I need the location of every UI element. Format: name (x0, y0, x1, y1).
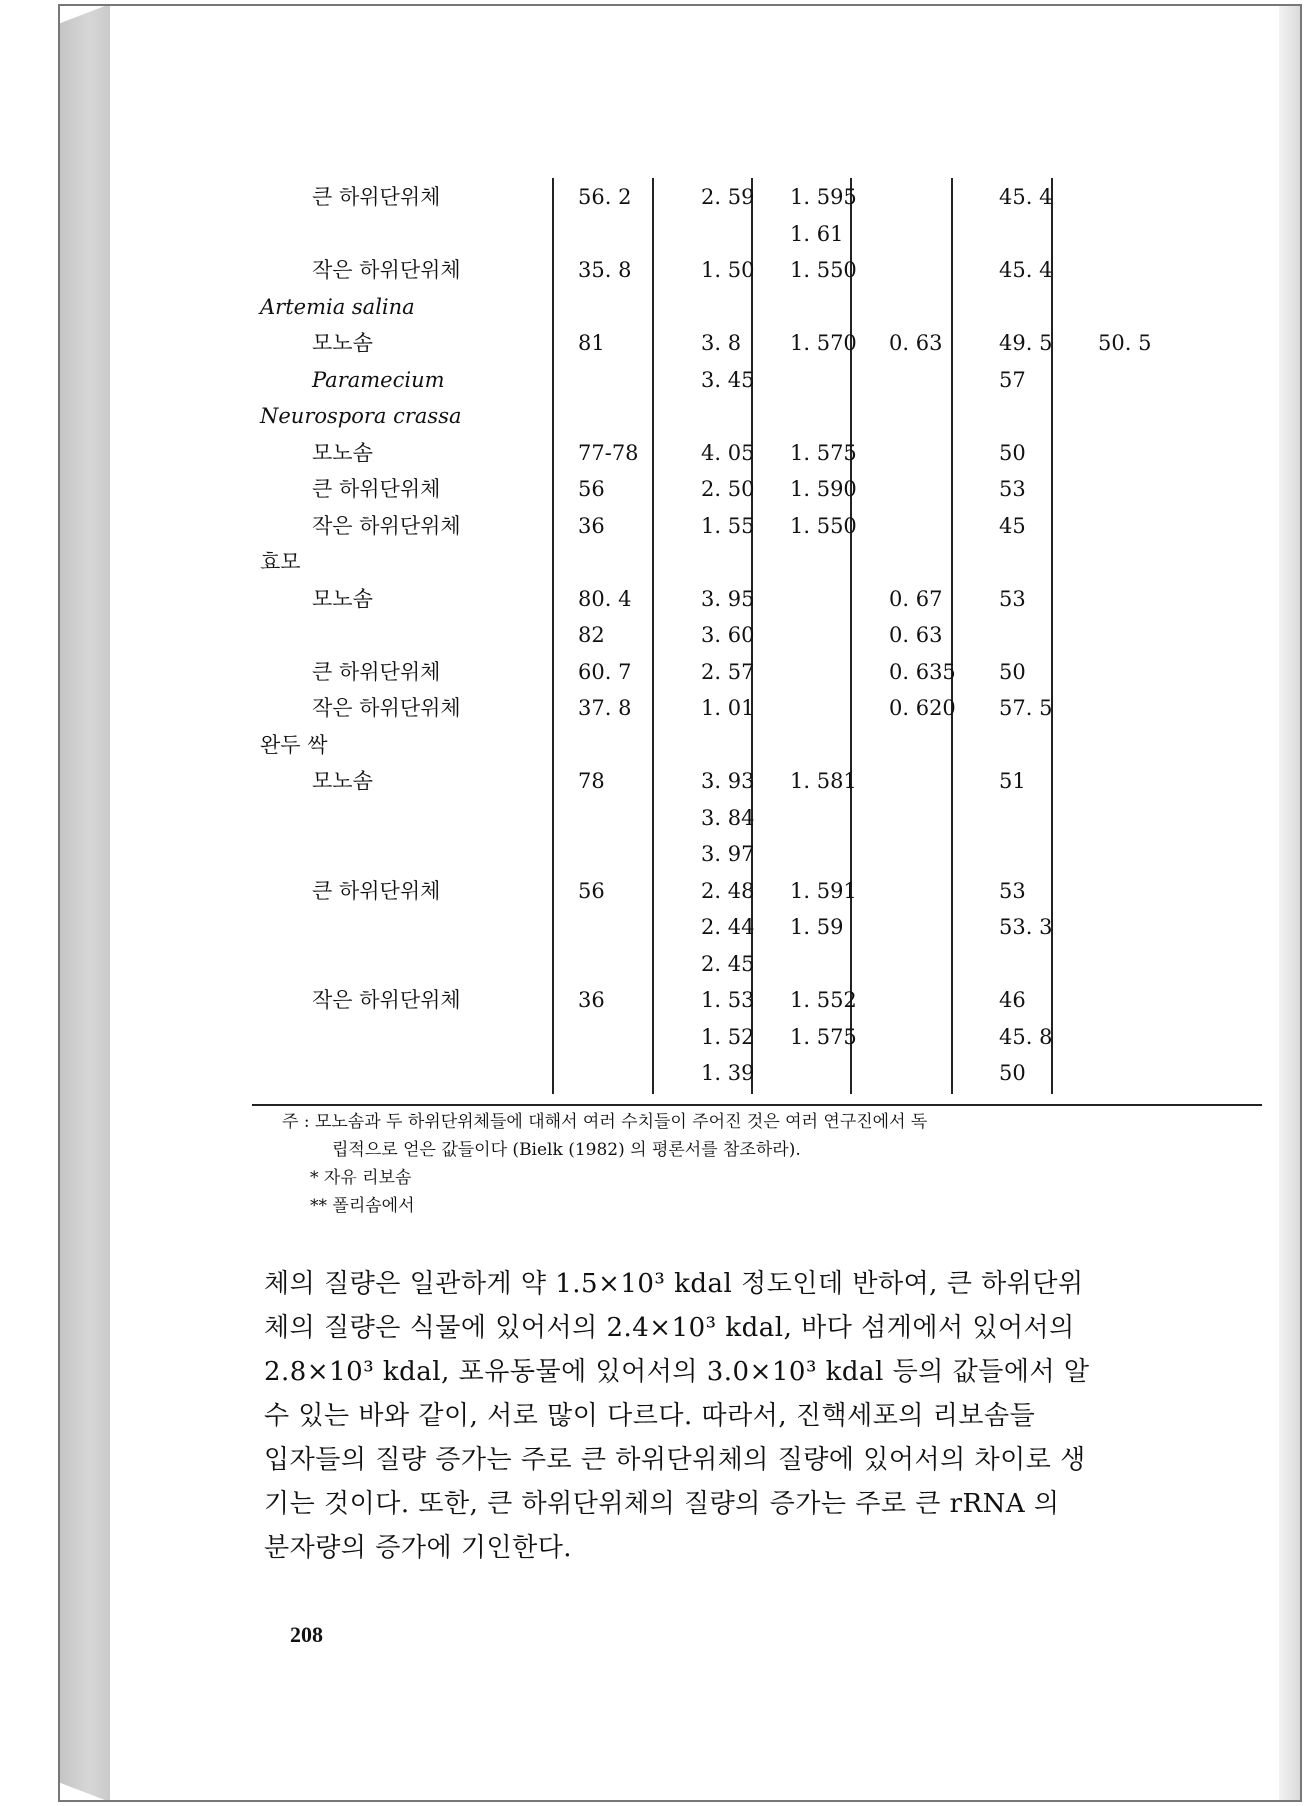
table-cell: 1. 550 (790, 258, 857, 282)
table-cell: 57 (999, 367, 1026, 392)
row-label: 모노솜 (312, 440, 373, 465)
table-row (260, 217, 1260, 251)
table-row (260, 764, 1260, 798)
table-cell: 45. 4 (999, 258, 1053, 282)
table-row (260, 582, 1260, 616)
row-label: Paramecium (312, 367, 445, 392)
table-cell: 1. 50 (701, 258, 755, 282)
table-cell: 77-78 (578, 440, 639, 465)
row-label: Artemia salina (260, 294, 415, 319)
table-cell: 56 (578, 477, 605, 501)
table-cell: 53. 3 (999, 915, 1053, 939)
row-label: 큰 하위단위체 (312, 477, 441, 501)
table-row (260, 618, 1260, 652)
table-cell: 1. 39 (701, 1061, 755, 1085)
table-cell: 3. 84 (701, 805, 755, 830)
table-cell: 3. 45 (701, 367, 755, 392)
table-bottom-rule (252, 1104, 1262, 1106)
note-footnote-single: * 자유 리보솜 (310, 1168, 412, 1188)
table-cell: 45. 8 (999, 1024, 1053, 1049)
table-cell: 56 (578, 878, 605, 903)
table-cell: 2. 45 (701, 951, 755, 976)
table-cell: 3. 60 (701, 623, 755, 647)
table-cell: 36 (578, 988, 605, 1012)
table-row (260, 983, 1260, 1017)
body-line: 분자량의 증가에 기인한다. (264, 1533, 573, 1563)
table-cell: 37. 8 (578, 696, 632, 720)
table-cell: 50 (999, 440, 1026, 465)
note-footnote-double: ** 폴리솜에서 (310, 1196, 415, 1216)
table-row (260, 509, 1260, 543)
table-cell: 35. 8 (578, 258, 632, 282)
table-cell: 1. 52 (701, 1024, 755, 1049)
table-cell: 53 (999, 878, 1026, 903)
table-row (260, 655, 1260, 689)
table-cell: 0. 67 (889, 586, 943, 611)
table-cell: 1. 590 (790, 477, 857, 501)
row-label: 모노솜 (312, 586, 373, 611)
table-cell: 53 (999, 477, 1026, 501)
table-cell: 0. 63 (889, 331, 943, 355)
table-cell: 2. 57 (701, 659, 755, 684)
table-cell: 82 (578, 623, 605, 647)
table-cell: 1. 570 (790, 331, 857, 355)
body-line: 체의 질량은 일관하게 약 1.5×10³ kdal 정도인데 반하여, 큰 하위단위 (264, 1269, 1084, 1299)
table-cell: 1. 550 (790, 513, 857, 538)
table-row (260, 253, 1260, 287)
table-row (260, 801, 1260, 835)
row-label: 모노솜 (312, 769, 373, 793)
row-label: 모노솜 (312, 331, 373, 355)
table-cell: 2. 50 (701, 477, 755, 501)
table-cell: 78 (578, 769, 605, 793)
note-main: 주 : 모노솜과 두 하위단위체들에 대해서 여러 수치들이 주어진 것은 여러 연구진에서 독 (282, 1112, 928, 1132)
table-cell: 45. 4 (999, 185, 1053, 209)
table-row (260, 874, 1260, 908)
body-line: 체의 질량은 식물에 있어서의 2.4×10³ kdal, 바다 섬게에서 있어서의 (264, 1313, 1075, 1343)
table-cell: 81 (578, 331, 605, 355)
table-row (260, 691, 1260, 725)
table-cell: 60. 7 (578, 659, 632, 684)
body-line: 기는 것이다. 또한, 큰 하위단위체의 질량의 증가는 주로 큰 rRNA 의 (264, 1489, 1060, 1519)
row-label: 작은 하위단위체 (312, 988, 461, 1012)
body-line: 2.8×10³ kdal, 포유동물에 있어서의 3.0×10³ kdal 등의 값들에서 알 (264, 1357, 1090, 1387)
table-cell: 1. 55 (701, 513, 755, 538)
table-cell: 46 (999, 988, 1026, 1012)
table-cell: 1. 53 (701, 988, 755, 1012)
table-row (260, 436, 1260, 470)
row-label: 작은 하위단위체 (312, 513, 461, 538)
table-cell: 1. 591 (790, 878, 857, 903)
table-row (260, 399, 1260, 433)
table-cell: 50 (999, 659, 1026, 684)
page-number: 208 (290, 1622, 323, 1647)
table-cell: 1. 01 (701, 696, 755, 720)
table-row (260, 910, 1260, 944)
table-cell: 36 (578, 513, 605, 538)
table-cell: 50. 5 (1098, 331, 1152, 355)
table-cell: 2. 44 (701, 915, 755, 939)
table-cell: 1. 575 (790, 440, 857, 465)
table-row (260, 1020, 1260, 1054)
table-cell: 53 (999, 586, 1026, 611)
table-row (260, 1056, 1260, 1090)
body-line: 수 있는 바와 같이, 서로 많이 다르다. 따라서, 진핵세포의 리보솜들 (264, 1401, 1036, 1431)
table-cell: 1. 61 (790, 221, 844, 246)
table-row (260, 728, 1260, 762)
table-cell: 3. 93 (701, 769, 755, 793)
table-row (260, 837, 1260, 871)
table-cell: 50 (999, 1061, 1026, 1085)
table-cell: 1. 581 (790, 769, 857, 793)
table-cell: 1. 575 (790, 1024, 857, 1049)
table-cell: 3. 95 (701, 586, 755, 611)
table-row (260, 363, 1260, 397)
table-row (260, 545, 1260, 579)
table-cell: 4. 05 (701, 440, 755, 465)
book-spine (58, 4, 110, 1802)
table-cell: 1. 552 (790, 988, 857, 1012)
table-notes (282, 1108, 1282, 1220)
table-row (260, 472, 1260, 506)
table-cell: 49. 5 (999, 331, 1053, 355)
table-cell: 57. 5 (999, 696, 1053, 720)
table-row (260, 326, 1260, 360)
row-label: 큰 하위단위체 (312, 878, 441, 903)
row-label: 완두 싹 (260, 732, 328, 757)
row-label: 작은 하위단위체 (312, 258, 461, 282)
table-cell: 1. 595 (790, 185, 857, 209)
row-label: 작은 하위단위체 (312, 696, 461, 720)
table-cell: 3. 8 (701, 331, 742, 355)
table-cell: 2. 59 (701, 185, 755, 209)
body-line: 입자들의 질량 증가는 주로 큰 하위단위체의 질량에 있어서의 차이로 생 (264, 1445, 1086, 1475)
table-row (260, 947, 1260, 981)
table-cell: 56. 2 (578, 185, 632, 209)
row-label: 큰 하위단위체 (312, 659, 441, 684)
table-cell: 45 (999, 513, 1026, 538)
table-row (260, 290, 1260, 324)
table-cell: 51 (999, 769, 1026, 793)
table-row (260, 180, 1260, 214)
table-cell: 0. 635 (889, 659, 956, 684)
row-label: 큰 하위단위체 (312, 185, 441, 209)
table-cell: 3. 97 (701, 842, 755, 866)
note-continuation: 립적으로 얻은 값들이다 (Bielk (1982) 의 평론서를 참조하라). (332, 1140, 801, 1160)
table-cell: 0. 63 (889, 623, 943, 647)
table-cell: 80. 4 (578, 586, 632, 611)
table-cell: 0. 620 (889, 696, 956, 720)
row-label: 효모 (260, 550, 301, 574)
table-cell: 1. 59 (790, 915, 844, 939)
row-label: Neurospora crassa (260, 404, 462, 428)
body-paragraph (264, 1262, 1294, 1570)
table-cell: 2. 48 (701, 878, 755, 903)
